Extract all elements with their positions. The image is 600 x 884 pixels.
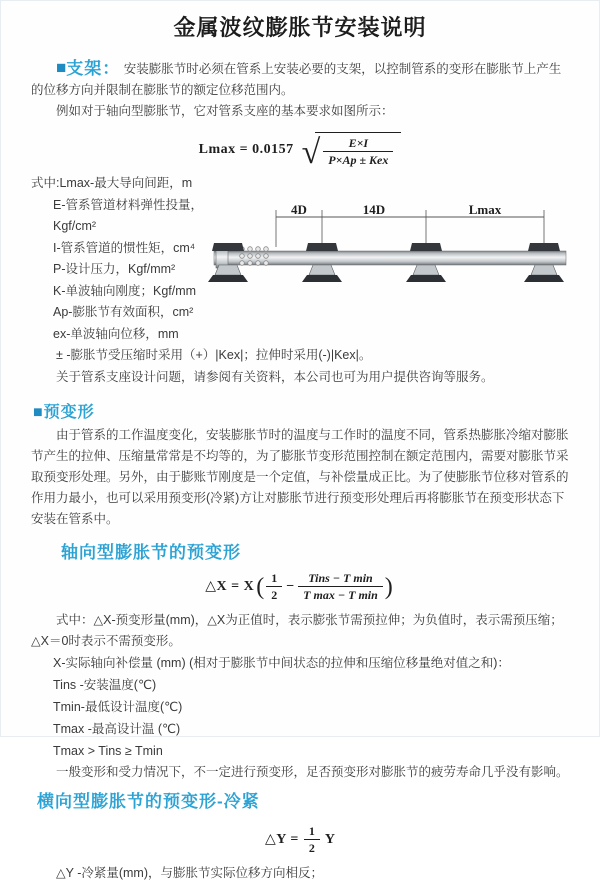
sqrt-fraction	[323, 136, 393, 167]
definitions-and-diagram	[31, 173, 569, 345]
delta-y-rhs: Y	[324, 832, 335, 847]
x-compensation-line: X-实际轴向补偿量 (mm) (相对于膨胀节中间状态的拉伸和压缩位移量绝对值之和)：	[53, 656, 510, 670]
delta-y-lhs: △Y =	[265, 832, 299, 847]
lmax-formula	[31, 132, 569, 171]
definition-item: I-管系管道的惯性矩，cm⁴	[53, 240, 196, 255]
support-example-line: 例如对于轴向型膨胀节，它对管系支座的基本要求如图所示：	[56, 104, 394, 118]
consult-note: 关于管系支座设计问题，请参阅有关资料，本公司也可为用户提供咨询等服务。	[56, 369, 494, 384]
axial-sub-heading: 轴向型膨胀节的预变形	[61, 543, 241, 562]
lmax-formula-lhs: Lmax = 0.0157	[198, 142, 294, 157]
lateral-sub-heading: 横向型膨胀节的预变形-冷紧	[37, 792, 260, 811]
temp-definition: Tmax -最高设计温 (℃)	[53, 722, 181, 736]
predeform-body-paragraph: 由于管系的工作温度变化，安装膨胀节时的温度与工作时的温度不同，管系热膨胀冷缩对膨胀节产生的拉伸、压缩量常常是不均等的，为了膨胀节变形范围控制在额定范围内，需要对膨胀节采取预变形处理。另外，由于膨账节刚度是一个定值，与补偿量成正比。为了使膨胀节位移对管系的作用力最小，也可以采用预变形(冷紧)方让对膨胀节进行预变形处理后再将膨胀节在预变形状态下安装在管系中。	[31, 428, 569, 526]
definition-item: P-设计压力，Kgf/mm²	[53, 262, 176, 276]
definition-item: E-管系管道材料弹性投量，Kgf/cm²	[53, 197, 204, 233]
dim-label-lmax: Lmax	[468, 202, 502, 217]
dim-label-14d: 14D	[362, 202, 386, 217]
half-y-denominator: 2	[308, 841, 315, 855]
support-section-heading: 支架：	[66, 59, 121, 78]
temp-definition: Tmin-最低设计温度(℃)	[53, 700, 183, 714]
support-intro-text: 安装膨胀节时必须在管系上安装必要的支架，以控制管系的变形在膨胀节上产生的位移方向并限制在膨胀节的额定位移范围内。	[31, 62, 562, 97]
definitions-list	[31, 173, 214, 345]
right-paren: )	[384, 573, 393, 600]
temperature-denominator: T max − T min	[303, 588, 378, 602]
sqrt-fraction-numerator: E×I	[323, 136, 393, 152]
sqrt-expression	[301, 132, 402, 171]
temperature-fraction	[298, 571, 383, 602]
half-fraction-y	[304, 824, 320, 855]
definition-item: K-单波轴向刚度；Kgf/mm	[53, 283, 197, 298]
temp-definition: Tmax > Tins ≥ Tmin	[53, 744, 163, 758]
delta-x-lhs: △X = X	[205, 579, 255, 594]
definition-item: Ap-膨胀节有效面积，cm²	[53, 305, 194, 319]
lateral-note: △Y -冷紧量(mm)，与膨胀节实际位移方向相反；	[56, 866, 324, 880]
axial-note: 一般变形和受力情况下，不一定进行预变形，足否预变形对膨胀节的疲劳寿命几乎没有影响。	[56, 765, 569, 779]
predeform-heading-text: 预变形	[43, 404, 95, 421]
half-numerator: 1	[266, 571, 282, 587]
delta-x-explanation: 式中：△X-预变形量(mm)，△X为正值时，表示膨张节需预拉伸；为负值时，表示需预压缩；△X＝0时表示不需预变形。	[31, 613, 563, 648]
plus-minus-note: ± -膨胀节受压缩时采用（+）|Kex|；拉伸时采用(-)|Kex|。	[56, 348, 372, 362]
radicand	[315, 132, 401, 167]
support-intro-paragraph	[31, 57, 569, 101]
pipe-support-diagram	[214, 173, 569, 345]
half-fraction	[266, 571, 282, 602]
delta-x-formula	[31, 571, 569, 602]
section-square-icon: ■	[56, 58, 67, 77]
delta-y-formula	[31, 824, 569, 855]
temp-definition: Tins -安装温度(℃)	[53, 678, 157, 692]
left-paren: (	[256, 573, 265, 600]
section-square-icon: ■	[33, 404, 44, 421]
definition-item: ex-单波轴向位移，mm	[53, 326, 179, 341]
page-title: 金属波纹膨胀节安装说明	[173, 15, 427, 40]
dim-label-4d: 4D	[291, 202, 307, 217]
temperature-numerator: Tins − T min	[298, 571, 383, 587]
radical-sign: √	[301, 133, 321, 171]
definition-item: 式中:Lmax-最大导向间距，m	[31, 176, 193, 190]
sqrt-fraction-denominator: P×Ap ± Kex	[328, 153, 389, 167]
half-denominator: 2	[271, 588, 278, 602]
pipe-diagram-svg	[214, 203, 566, 298]
minus-operator: −	[286, 579, 295, 594]
predeform-section-heading	[33, 402, 569, 423]
half-y-numerator: 1	[304, 824, 320, 840]
